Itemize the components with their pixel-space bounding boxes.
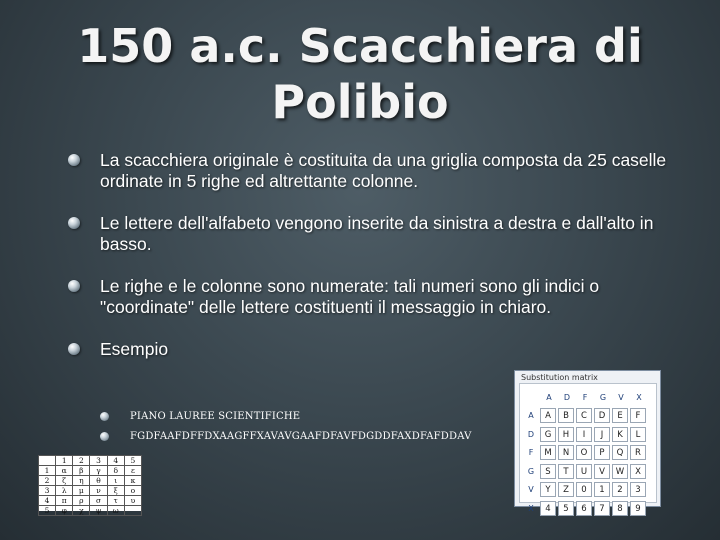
greek-square-cell: λ xyxy=(56,486,73,496)
matrix-cell[interactable]: G xyxy=(540,427,556,442)
bullet-item xyxy=(68,276,668,318)
matrix-cell[interactable]: P xyxy=(594,445,610,460)
greek-square-cell: γ xyxy=(90,466,107,476)
matrix-row-header: D xyxy=(527,429,535,439)
greek-square-cell: ξ xyxy=(107,486,124,496)
matrix-cell[interactable]: 5 xyxy=(558,501,574,516)
matrix-cell[interactable]: 4 xyxy=(540,501,556,516)
matrix-cell[interactable]: 2 xyxy=(612,482,628,497)
bullet-text: Le righe e le colonne sono numerate: tali numeri sono gli indici o "coordinate" delle lettere costituenti il messaggio in chiaro. xyxy=(100,276,600,317)
greek-square-cell: ο xyxy=(124,486,141,496)
greek-square-cell: 2 xyxy=(39,476,56,486)
greek-square-cell: 5 xyxy=(39,506,56,516)
matrix-col-header: G xyxy=(599,392,607,402)
greek-square-cell: υ xyxy=(124,496,141,506)
greek-square-cell: 5 xyxy=(124,456,141,466)
matrix-cell[interactable]: 9 xyxy=(630,501,646,516)
greek-square-cell: π xyxy=(56,496,73,506)
bullet-orb-icon xyxy=(68,343,80,355)
greek-square-cell: ν xyxy=(90,486,107,496)
matrix-cell[interactable]: I xyxy=(576,427,592,442)
matrix-cell[interactable]: W xyxy=(612,464,628,479)
greek-square-row xyxy=(39,476,142,486)
matrix-cell[interactable]: O xyxy=(576,445,592,460)
matrix-cell[interactable]: J xyxy=(594,427,610,442)
bullet-orb-icon xyxy=(68,217,80,229)
matrix-row xyxy=(522,499,648,518)
matrix-cell[interactable]: 1 xyxy=(594,482,610,497)
greek-square-cell: σ xyxy=(90,496,107,506)
bullet-text: La scacchiera originale è costituita da una griglia composta da 25 caselle ordinate in 5 righe ed altrettante colonne. xyxy=(100,150,667,191)
greek-square-cell: τ xyxy=(107,496,124,506)
greek-square-cell: 3 xyxy=(90,456,107,466)
bullet-item xyxy=(68,150,668,192)
matrix-cell[interactable]: Z xyxy=(558,482,574,497)
sub-bullet-orb-icon xyxy=(100,432,109,441)
title-line-1: 150 a.c. Scacchiera di xyxy=(77,19,643,73)
matrix-cell[interactable]: 8 xyxy=(612,501,628,516)
greek-square-cell: δ xyxy=(107,466,124,476)
greek-square-cell: 1 xyxy=(39,466,56,476)
matrix-col-header: F xyxy=(582,392,588,402)
matrix-col-header: X xyxy=(636,392,642,402)
sub-bullet-item xyxy=(130,411,490,422)
matrix-cell[interactable]: H xyxy=(558,427,574,442)
bullet-orb-icon xyxy=(68,154,80,166)
greek-square-cell: 3 xyxy=(39,486,56,496)
matrix-cell[interactable]: M xyxy=(540,445,556,460)
matrix-cell[interactable]: Y xyxy=(540,482,556,497)
bullet-orb-icon xyxy=(68,280,80,292)
matrix-cell[interactable]: K xyxy=(612,427,628,442)
matrix-cell[interactable]: T xyxy=(558,464,574,479)
sub-bullet-text: PIANO LAUREE SCIENTIFICHE xyxy=(130,411,301,422)
greek-square-cell: μ xyxy=(73,486,90,496)
greek-square-body xyxy=(39,456,142,516)
matrix-header-row xyxy=(522,388,648,407)
matrix-body xyxy=(522,407,648,518)
greek-square-row xyxy=(39,506,142,516)
title-line-2: Polibio xyxy=(271,75,449,129)
greek-square-row xyxy=(39,456,142,466)
bullet-item xyxy=(68,339,668,360)
matrix-cell[interactable]: Q xyxy=(612,445,628,460)
greek-square-cell: ψ xyxy=(90,506,107,516)
matrix-cell[interactable]: E xyxy=(612,408,628,423)
bullet-text: Le lettere dell'alfabeto vengono inserite da sinistra a destra e dall'alto in basso. xyxy=(100,213,654,254)
greek-square-cell: κ xyxy=(124,476,141,486)
matrix-row xyxy=(522,425,648,444)
sub-bullet-text: FGDFAAFDFFDXAAGFFXAVAVGAAFDFAVFDGDDFAXDFAFDDAV xyxy=(130,431,472,442)
sub-bullet-item xyxy=(130,431,490,442)
greek-square-cell: χ xyxy=(73,506,90,516)
matrix-cell[interactable]: N xyxy=(558,445,574,460)
greek-square-cell xyxy=(124,506,141,516)
matrix-cell[interactable]: A xyxy=(540,408,556,423)
bullet-list xyxy=(68,150,668,360)
matrix-cell[interactable]: X xyxy=(630,464,646,479)
matrix-row xyxy=(522,481,648,500)
matrix-col-header: D xyxy=(563,392,571,402)
greek-square-cell: η xyxy=(73,476,90,486)
matrix-cell[interactable]: U xyxy=(576,464,592,479)
greek-square-row xyxy=(39,466,142,476)
matrix-col-header: A xyxy=(546,392,552,402)
matrix-row xyxy=(522,444,648,463)
greek-square-table xyxy=(38,455,142,516)
matrix-row xyxy=(522,462,648,481)
matrix-cell[interactable]: 3 xyxy=(630,482,646,497)
matrix-row-header: A xyxy=(528,411,534,421)
matrix-grid xyxy=(522,388,648,518)
sub-bullet-orb-icon xyxy=(100,412,109,421)
greek-square-cell: θ xyxy=(90,476,107,486)
greek-square-row xyxy=(39,486,142,496)
matrix-frame xyxy=(519,383,657,514)
greek-square-cell: 1 xyxy=(56,456,73,466)
matrix-col-header: V xyxy=(618,392,624,402)
greek-square-cell: 4 xyxy=(107,456,124,466)
greek-square-cell: ε xyxy=(124,466,141,476)
matrix-title: Substitution matrix xyxy=(521,373,598,382)
matrix-row-header: F xyxy=(528,448,534,458)
matrix-cell[interactable]: S xyxy=(540,464,556,479)
greek-square-cell: 4 xyxy=(39,496,56,506)
greek-square-cell: ι xyxy=(107,476,124,486)
matrix-cell[interactable]: L xyxy=(630,427,646,442)
greek-square-cell: ζ xyxy=(56,476,73,486)
matrix-row-header: X xyxy=(528,503,534,513)
matrix-cell[interactable]: D xyxy=(594,408,610,423)
bullet-item xyxy=(68,213,668,255)
substitution-matrix-panel xyxy=(514,370,661,514)
greek-polybius-square xyxy=(38,455,142,515)
greek-square-cell: φ xyxy=(56,506,73,516)
slide-title xyxy=(0,18,720,130)
matrix-cell[interactable]: B xyxy=(558,408,574,423)
matrix-row-header: G xyxy=(527,466,535,476)
matrix-cell[interactable]: C xyxy=(576,408,592,423)
matrix-cell[interactable]: 0 xyxy=(576,482,592,497)
greek-square-cell: α xyxy=(56,466,73,476)
matrix-cell[interactable]: R xyxy=(630,445,646,460)
greek-square-row xyxy=(39,496,142,506)
greek-square-cell: ρ xyxy=(73,496,90,506)
bullet-text: Esempio xyxy=(100,339,169,359)
matrix-row xyxy=(522,407,648,426)
matrix-cell[interactable]: V xyxy=(594,464,610,479)
matrix-cell[interactable]: F xyxy=(630,408,646,423)
matrix-row-header: V xyxy=(528,485,534,495)
matrix-cell[interactable]: 6 xyxy=(576,501,592,516)
greek-square-cell: ω xyxy=(107,506,124,516)
greek-square-cell: 2 xyxy=(73,456,90,466)
greek-square-cell xyxy=(39,456,56,466)
matrix-cell[interactable]: 7 xyxy=(594,501,610,516)
greek-square-cell: β xyxy=(73,466,90,476)
